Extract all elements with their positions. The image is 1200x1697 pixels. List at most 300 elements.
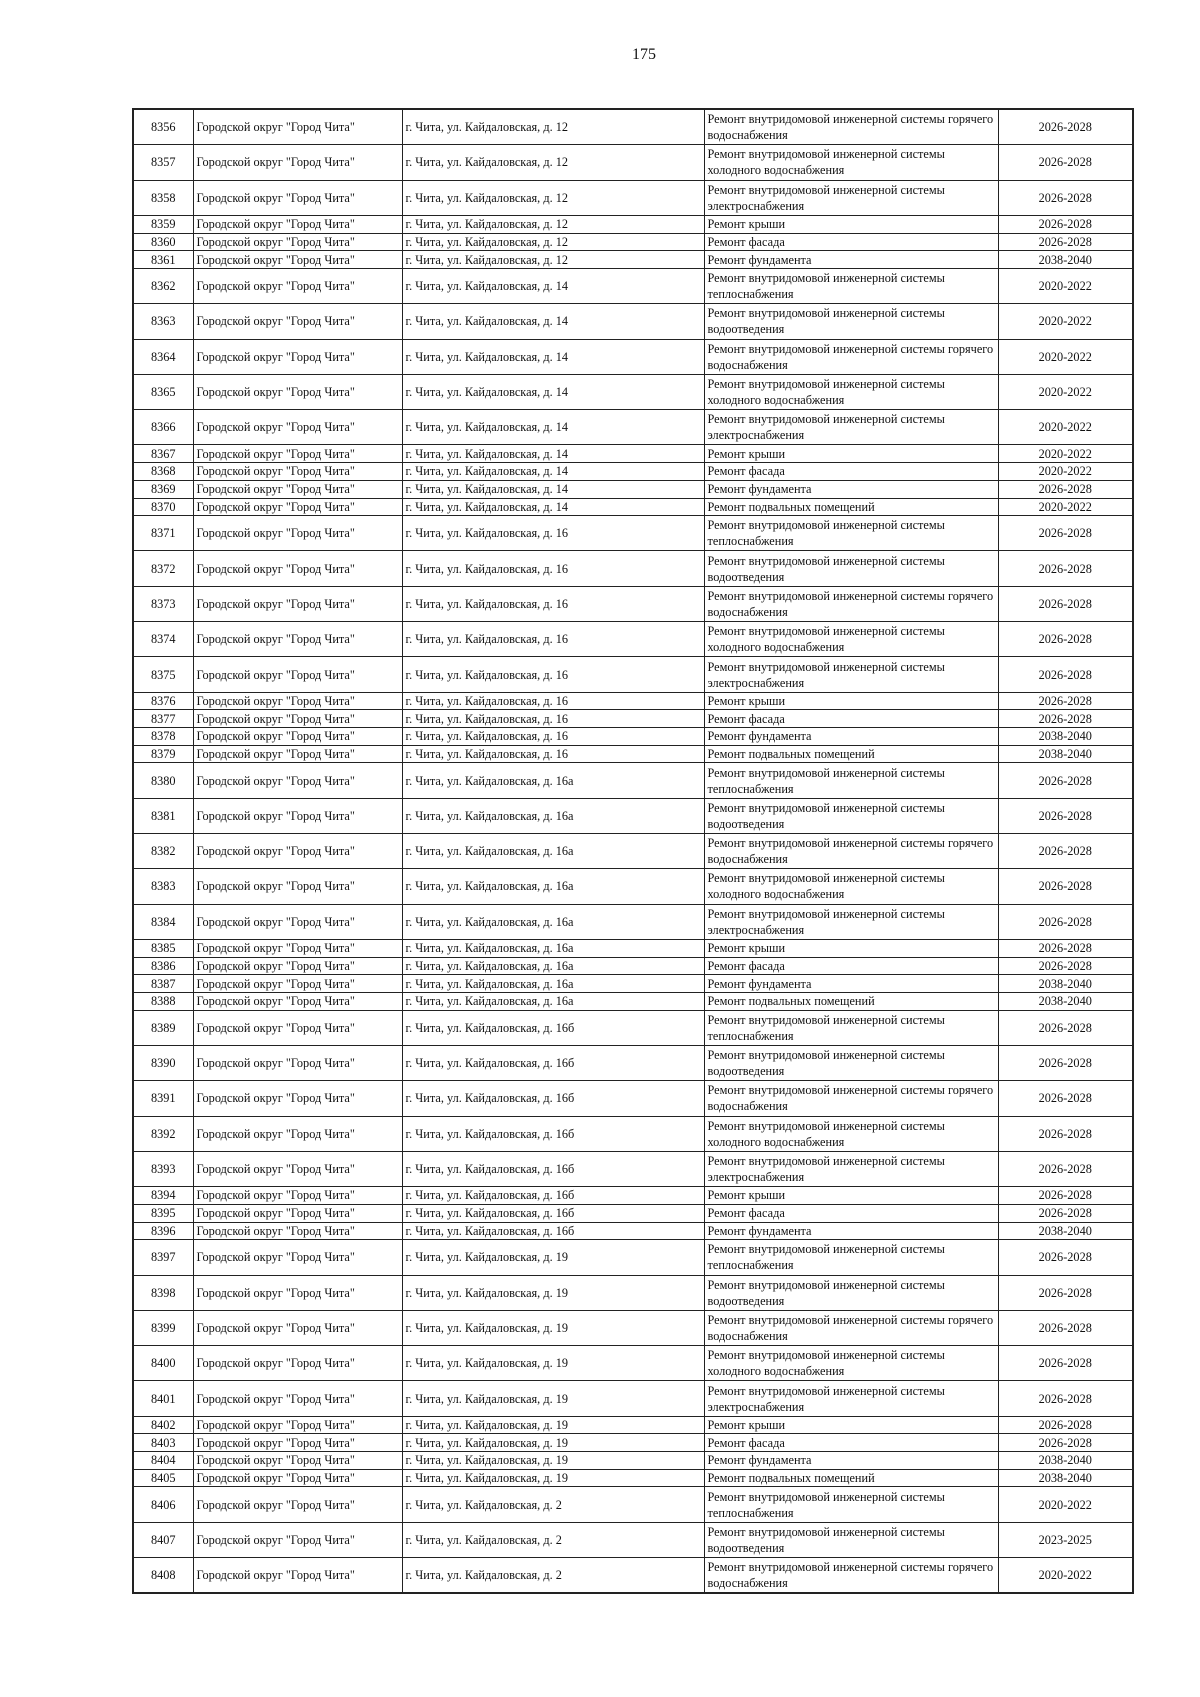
address-cell: г. Чита, ул. Кайдаловская, д. 12 bbox=[402, 109, 704, 145]
address-cell: г. Чита, ул. Кайдаловская, д. 16б bbox=[402, 1081, 704, 1116]
row-number-cell: 8383 bbox=[133, 869, 193, 904]
municipality-cell: Городской округ "Город Чита" bbox=[193, 1204, 402, 1222]
table-row bbox=[133, 975, 1133, 993]
municipality-cell: Городской округ "Город Чита" bbox=[193, 145, 402, 180]
address-cell: г. Чита, ул. Кайдаловская, д. 12 bbox=[402, 180, 704, 215]
address-cell: г. Чита, ул. Кайдаловская, д. 19 bbox=[402, 1452, 704, 1470]
row-number-cell: 8385 bbox=[133, 939, 193, 957]
row-number-cell: 8407 bbox=[133, 1522, 193, 1557]
row-number-cell: 8370 bbox=[133, 498, 193, 516]
period-cell: 2026-2028 bbox=[998, 904, 1133, 939]
address-cell: г. Чита, ул. Кайдаловская, д. 16б bbox=[402, 1116, 704, 1151]
municipality-cell: Городской округ "Город Чита" bbox=[193, 1010, 402, 1045]
address-cell: г. Чита, ул. Кайдаловская, д. 16 bbox=[402, 728, 704, 746]
period-cell: 2038-2040 bbox=[998, 1452, 1133, 1470]
table-row bbox=[133, 1187, 1133, 1205]
period-cell: 2026-2028 bbox=[998, 551, 1133, 586]
work-type-cell: Ремонт внутридомовой инженерной системы холодного водоснабжения bbox=[704, 869, 998, 904]
table-row bbox=[133, 498, 1133, 516]
work-type-cell: Ремонт внутридомовой инженерной системы холодного водоснабжения bbox=[704, 1346, 998, 1381]
work-type-cell: Ремонт фасада bbox=[704, 233, 998, 251]
table-row bbox=[133, 1558, 1133, 1594]
address-cell: г. Чита, ул. Кайдаловская, д. 12 bbox=[402, 251, 704, 269]
row-number-cell: 8361 bbox=[133, 251, 193, 269]
table-row bbox=[133, 1522, 1133, 1557]
table-row bbox=[133, 657, 1133, 692]
work-type-cell: Ремонт фундамента bbox=[704, 1222, 998, 1240]
period-cell: 2020-2022 bbox=[998, 410, 1133, 445]
work-type-cell: Ремонт внутридомовой инженерной системы теплоснабжения bbox=[704, 1010, 998, 1045]
work-type-cell: Ремонт внутридомовой инженерной системы теплоснабжения bbox=[704, 1487, 998, 1522]
work-type-cell: Ремонт внутридомовой инженерной системы теплоснабжения bbox=[704, 268, 998, 303]
municipality-cell: Городской округ "Город Чита" bbox=[193, 710, 402, 728]
table-row bbox=[133, 233, 1133, 251]
period-cell: 2026-2028 bbox=[998, 1151, 1133, 1186]
municipality-cell: Городской округ "Город Чита" bbox=[193, 834, 402, 869]
address-cell: г. Чита, ул. Кайдаловская, д. 19 bbox=[402, 1275, 704, 1310]
work-type-cell: Ремонт внутридомовой инженерной системы электроснабжения bbox=[704, 1381, 998, 1416]
row-number-cell: 8367 bbox=[133, 445, 193, 463]
table-row bbox=[133, 1275, 1133, 1310]
row-number-cell: 8406 bbox=[133, 1487, 193, 1522]
address-cell: г. Чита, ул. Кайдаловская, д. 16а bbox=[402, 798, 704, 833]
municipality-cell: Городской округ "Город Чита" bbox=[193, 975, 402, 993]
municipality-cell: Городской округ "Город Чита" bbox=[193, 498, 402, 516]
work-type-cell: Ремонт внутридомовой инженерной системы горячего водоснабжения bbox=[704, 834, 998, 869]
address-cell: г. Чита, ул. Кайдаловская, д. 16б bbox=[402, 1151, 704, 1186]
municipality-cell: Городской округ "Город Чита" bbox=[193, 463, 402, 481]
address-cell: г. Чита, ул. Кайдаловская, д. 19 bbox=[402, 1240, 704, 1275]
page-number: 175 bbox=[632, 46, 656, 63]
table-row bbox=[133, 939, 1133, 957]
period-cell: 2026-2028 bbox=[998, 763, 1133, 798]
address-cell: г. Чита, ул. Кайдаловская, д. 19 bbox=[402, 1416, 704, 1434]
row-number-cell: 8401 bbox=[133, 1381, 193, 1416]
table-row bbox=[133, 463, 1133, 481]
table-row bbox=[133, 180, 1133, 215]
table-row bbox=[133, 957, 1133, 975]
municipality-cell: Городской округ "Город Чита" bbox=[193, 1116, 402, 1151]
address-cell: г. Чита, ул. Кайдаловская, д. 2 bbox=[402, 1522, 704, 1557]
work-type-cell: Ремонт фундамента bbox=[704, 1452, 998, 1470]
municipality-cell: Городской округ "Город Чита" bbox=[193, 798, 402, 833]
table-row bbox=[133, 1081, 1133, 1116]
work-type-cell: Ремонт фасада bbox=[704, 957, 998, 975]
table-row bbox=[133, 622, 1133, 657]
period-cell: 2026-2028 bbox=[998, 1275, 1133, 1310]
work-type-cell: Ремонт крыши bbox=[704, 692, 998, 710]
table-row bbox=[133, 904, 1133, 939]
municipality-cell: Городской округ "Город Чита" bbox=[193, 1222, 402, 1240]
table-row bbox=[133, 798, 1133, 833]
table-row bbox=[133, 410, 1133, 445]
municipality-cell: Городской округ "Город Чита" bbox=[193, 869, 402, 904]
row-number-cell: 8376 bbox=[133, 692, 193, 710]
table-row bbox=[133, 268, 1133, 303]
work-type-cell: Ремонт внутридомовой инженерной системы горячего водоснабжения bbox=[704, 1081, 998, 1116]
row-number-cell: 8375 bbox=[133, 657, 193, 692]
work-type-cell: Ремонт внутридомовой инженерной системы холодного водоснабжения bbox=[704, 374, 998, 409]
period-cell: 2026-2028 bbox=[998, 1434, 1133, 1452]
row-number-cell: 8381 bbox=[133, 798, 193, 833]
municipality-cell: Городской округ "Город Чита" bbox=[193, 1381, 402, 1416]
row-number-cell: 8394 bbox=[133, 1187, 193, 1205]
table-row bbox=[133, 1434, 1133, 1452]
table-body bbox=[133, 109, 1133, 1593]
period-cell: 2020-2022 bbox=[998, 304, 1133, 339]
period-cell: 2026-2028 bbox=[998, 1010, 1133, 1045]
row-number-cell: 8369 bbox=[133, 480, 193, 498]
municipality-cell: Городской округ "Город Чита" bbox=[193, 251, 402, 269]
table-row bbox=[133, 586, 1133, 621]
table-row bbox=[133, 516, 1133, 551]
work-type-cell: Ремонт фундамента bbox=[704, 975, 998, 993]
address-cell: г. Чита, ул. Кайдаловская, д. 14 bbox=[402, 304, 704, 339]
period-cell: 2026-2028 bbox=[998, 834, 1133, 869]
work-type-cell: Ремонт фундамента bbox=[704, 728, 998, 746]
row-number-cell: 8368 bbox=[133, 463, 193, 481]
municipality-cell: Городской округ "Город Чита" bbox=[193, 745, 402, 763]
address-cell: г. Чита, ул. Кайдаловская, д. 16а bbox=[402, 992, 704, 1010]
period-cell: 2026-2028 bbox=[998, 710, 1133, 728]
municipality-cell: Городской округ "Город Чита" bbox=[193, 1151, 402, 1186]
address-cell: г. Чита, ул. Кайдаловская, д. 16а bbox=[402, 834, 704, 869]
municipality-cell: Городской округ "Город Чита" bbox=[193, 410, 402, 445]
table-row bbox=[133, 1010, 1133, 1045]
address-cell: г. Чита, ул. Кайдаловская, д. 16 bbox=[402, 692, 704, 710]
municipality-cell: Городской округ "Город Чита" bbox=[193, 1416, 402, 1434]
address-cell: г. Чита, ул. Кайдаловская, д. 16 bbox=[402, 710, 704, 728]
municipality-cell: Городской округ "Город Чита" bbox=[193, 957, 402, 975]
municipality-cell: Городской округ "Город Чита" bbox=[193, 304, 402, 339]
address-cell: г. Чита, ул. Кайдаловская, д. 19 bbox=[402, 1310, 704, 1345]
address-cell: г. Чита, ул. Кайдаловская, д. 2 bbox=[402, 1558, 704, 1594]
municipality-cell: Городской округ "Город Чита" bbox=[193, 1187, 402, 1205]
period-cell: 2026-2028 bbox=[998, 1381, 1133, 1416]
table-row bbox=[133, 1452, 1133, 1470]
work-type-cell: Ремонт крыши bbox=[704, 215, 998, 233]
municipality-cell: Городской округ "Город Чита" bbox=[193, 622, 402, 657]
period-cell: 2026-2028 bbox=[998, 480, 1133, 498]
table-row bbox=[133, 1151, 1133, 1186]
municipality-cell: Городской округ "Город Чита" bbox=[193, 551, 402, 586]
period-cell: 2026-2028 bbox=[998, 180, 1133, 215]
address-cell: г. Чита, ул. Кайдаловская, д. 14 bbox=[402, 445, 704, 463]
municipality-cell: Городской округ "Город Чита" bbox=[193, 109, 402, 145]
address-cell: г. Чита, ул. Кайдаловская, д. 16а bbox=[402, 869, 704, 904]
work-type-cell: Ремонт внутридомовой инженерной системы теплоснабжения bbox=[704, 763, 998, 798]
work-type-cell: Ремонт внутридомовой инженерной системы горячего водоснабжения bbox=[704, 586, 998, 621]
municipality-cell: Городской округ "Город Чита" bbox=[193, 180, 402, 215]
municipality-cell: Городской округ "Город Чита" bbox=[193, 1045, 402, 1080]
municipality-cell: Городской округ "Город Чита" bbox=[193, 1275, 402, 1310]
table-row bbox=[133, 109, 1133, 145]
work-type-cell: Ремонт внутридомовой инженерной системы электроснабжения bbox=[704, 657, 998, 692]
work-type-cell: Ремонт внутридомовой инженерной системы холодного водоснабжения bbox=[704, 1116, 998, 1151]
work-type-cell: Ремонт фасада bbox=[704, 710, 998, 728]
row-number-cell: 8357 bbox=[133, 145, 193, 180]
period-cell: 2026-2028 bbox=[998, 692, 1133, 710]
municipality-cell: Городской округ "Город Чита" bbox=[193, 374, 402, 409]
table-row bbox=[133, 480, 1133, 498]
work-type-cell: Ремонт подвальных помещений bbox=[704, 745, 998, 763]
row-number-cell: 8360 bbox=[133, 233, 193, 251]
table-row bbox=[133, 869, 1133, 904]
table-row bbox=[133, 251, 1133, 269]
work-type-cell: Ремонт внутридомовой инженерной системы горячего водоснабжения bbox=[704, 1310, 998, 1345]
address-cell: г. Чита, ул. Кайдаловская, д. 2 bbox=[402, 1487, 704, 1522]
period-cell: 2026-2028 bbox=[998, 798, 1133, 833]
row-number-cell: 8384 bbox=[133, 904, 193, 939]
row-number-cell: 8395 bbox=[133, 1204, 193, 1222]
table-row bbox=[133, 1346, 1133, 1381]
address-cell: г. Чита, ул. Кайдаловская, д. 16 bbox=[402, 622, 704, 657]
work-type-cell: Ремонт внутридомовой инженерной системы горячего водоснабжения bbox=[704, 109, 998, 145]
address-cell: г. Чита, ул. Кайдаловская, д. 19 bbox=[402, 1434, 704, 1452]
work-type-cell: Ремонт внутридомовой инженерной системы теплоснабжения bbox=[704, 516, 998, 551]
work-type-cell: Ремонт внутридомовой инженерной системы водоотведения bbox=[704, 304, 998, 339]
work-type-cell: Ремонт фасада bbox=[704, 463, 998, 481]
work-type-cell: Ремонт крыши bbox=[704, 1416, 998, 1434]
period-cell: 2026-2028 bbox=[998, 957, 1133, 975]
row-number-cell: 8393 bbox=[133, 1151, 193, 1186]
row-number-cell: 8387 bbox=[133, 975, 193, 993]
work-type-cell: Ремонт крыши bbox=[704, 445, 998, 463]
work-type-cell: Ремонт внутридомовой инженерной системы горячего водоснабжения bbox=[704, 1558, 998, 1594]
municipality-cell: Городской округ "Город Чита" bbox=[193, 215, 402, 233]
municipality-cell: Городской округ "Город Чита" bbox=[193, 657, 402, 692]
work-type-cell: Ремонт крыши bbox=[704, 939, 998, 957]
row-number-cell: 8402 bbox=[133, 1416, 193, 1434]
table-row bbox=[133, 374, 1133, 409]
work-type-cell: Ремонт внутридомовой инженерной системы электроснабжения bbox=[704, 410, 998, 445]
work-type-cell: Ремонт фундамента bbox=[704, 251, 998, 269]
address-cell: г. Чита, ул. Кайдаловская, д. 14 bbox=[402, 480, 704, 498]
row-number-cell: 8396 bbox=[133, 1222, 193, 1240]
address-cell: г. Чита, ул. Кайдаловская, д. 14 bbox=[402, 463, 704, 481]
period-cell: 2026-2028 bbox=[998, 1187, 1133, 1205]
period-cell: 2038-2040 bbox=[998, 1469, 1133, 1487]
municipality-cell: Городской округ "Город Чита" bbox=[193, 939, 402, 957]
row-number-cell: 8378 bbox=[133, 728, 193, 746]
work-type-cell: Ремонт внутридомовой инженерной системы водоотведения bbox=[704, 551, 998, 586]
period-cell: 2020-2022 bbox=[998, 339, 1133, 374]
period-cell: 2026-2028 bbox=[998, 586, 1133, 621]
row-number-cell: 8366 bbox=[133, 410, 193, 445]
work-type-cell: Ремонт подвальных помещений bbox=[704, 498, 998, 516]
row-number-cell: 8391 bbox=[133, 1081, 193, 1116]
period-cell: 2026-2028 bbox=[998, 939, 1133, 957]
table-row bbox=[133, 834, 1133, 869]
address-cell: г. Чита, ул. Кайдаловская, д. 16 bbox=[402, 516, 704, 551]
period-cell: 2026-2028 bbox=[998, 1346, 1133, 1381]
row-number-cell: 8389 bbox=[133, 1010, 193, 1045]
municipality-cell: Городской округ "Город Чита" bbox=[193, 268, 402, 303]
work-type-cell: Ремонт внутридомовой инженерной системы водоотведения bbox=[704, 1275, 998, 1310]
address-cell: г. Чита, ул. Кайдаловская, д. 16 bbox=[402, 586, 704, 621]
address-cell: г. Чита, ул. Кайдаловская, д. 16а bbox=[402, 957, 704, 975]
row-number-cell: 8390 bbox=[133, 1045, 193, 1080]
work-type-cell: Ремонт внутридомовой инженерной системы электроснабжения bbox=[704, 904, 998, 939]
work-type-cell: Ремонт внутридомовой инженерной системы водоотведения bbox=[704, 798, 998, 833]
row-number-cell: 8364 bbox=[133, 339, 193, 374]
period-cell: 2026-2028 bbox=[998, 145, 1133, 180]
row-number-cell: 8358 bbox=[133, 180, 193, 215]
period-cell: 2020-2022 bbox=[998, 268, 1133, 303]
municipality-cell: Городской округ "Город Чита" bbox=[193, 233, 402, 251]
period-cell: 2020-2022 bbox=[998, 445, 1133, 463]
row-number-cell: 8404 bbox=[133, 1452, 193, 1470]
table-row bbox=[133, 1416, 1133, 1434]
row-number-cell: 8400 bbox=[133, 1346, 193, 1381]
address-cell: г. Чита, ул. Кайдаловская, д. 16б bbox=[402, 1204, 704, 1222]
municipality-cell: Городской округ "Город Чита" bbox=[193, 904, 402, 939]
address-cell: г. Чита, ул. Кайдаловская, д. 16б bbox=[402, 1010, 704, 1045]
address-cell: г. Чита, ул. Кайдаловская, д. 16а bbox=[402, 975, 704, 993]
table-row bbox=[133, 1310, 1133, 1345]
row-number-cell: 8405 bbox=[133, 1469, 193, 1487]
table-row bbox=[133, 304, 1133, 339]
period-cell: 2026-2028 bbox=[998, 215, 1133, 233]
period-cell: 2026-2028 bbox=[998, 1204, 1133, 1222]
period-cell: 2020-2022 bbox=[998, 463, 1133, 481]
period-cell: 2026-2028 bbox=[998, 1310, 1133, 1345]
table-row bbox=[133, 710, 1133, 728]
row-number-cell: 8403 bbox=[133, 1434, 193, 1452]
address-cell: г. Чита, ул. Кайдаловская, д. 19 bbox=[402, 1346, 704, 1381]
address-cell: г. Чита, ул. Кайдаловская, д. 14 bbox=[402, 339, 704, 374]
period-cell: 2026-2028 bbox=[998, 1081, 1133, 1116]
period-cell: 2026-2028 bbox=[998, 622, 1133, 657]
work-type-cell: Ремонт фундамента bbox=[704, 480, 998, 498]
municipality-cell: Городской округ "Город Чита" bbox=[193, 1434, 402, 1452]
work-type-cell: Ремонт внутридомовой инженерной системы холодного водоснабжения bbox=[704, 622, 998, 657]
municipality-cell: Городской округ "Город Чита" bbox=[193, 339, 402, 374]
municipality-cell: Городской округ "Город Чита" bbox=[193, 1081, 402, 1116]
work-type-cell: Ремонт фасада bbox=[704, 1204, 998, 1222]
address-cell: г. Чита, ул. Кайдаловская, д. 16б bbox=[402, 1222, 704, 1240]
table-row bbox=[133, 339, 1133, 374]
row-number-cell: 8408 bbox=[133, 1558, 193, 1594]
address-cell: г. Чита, ул. Кайдаловская, д. 19 bbox=[402, 1381, 704, 1416]
address-cell: г. Чита, ул. Кайдаловская, д. 16 bbox=[402, 657, 704, 692]
period-cell: 2020-2022 bbox=[998, 1487, 1133, 1522]
row-number-cell: 8359 bbox=[133, 215, 193, 233]
period-cell: 2020-2022 bbox=[998, 1558, 1133, 1594]
period-cell: 2026-2028 bbox=[998, 1045, 1133, 1080]
municipality-cell: Городской округ "Город Чита" bbox=[193, 992, 402, 1010]
municipality-cell: Городской округ "Город Чита" bbox=[193, 1346, 402, 1381]
municipality-cell: Городской округ "Город Чита" bbox=[193, 1452, 402, 1470]
table-row bbox=[133, 745, 1133, 763]
repair-schedule-table bbox=[132, 108, 1134, 1594]
row-number-cell: 8382 bbox=[133, 834, 193, 869]
table-row bbox=[133, 1381, 1133, 1416]
period-cell: 2026-2028 bbox=[998, 657, 1133, 692]
row-number-cell: 8388 bbox=[133, 992, 193, 1010]
period-cell: 2026-2028 bbox=[998, 1240, 1133, 1275]
work-type-cell: Ремонт внутридомовой инженерной системы электроснабжения bbox=[704, 1151, 998, 1186]
address-cell: г. Чита, ул. Кайдаловская, д. 16б bbox=[402, 1187, 704, 1205]
period-cell: 2023-2025 bbox=[998, 1522, 1133, 1557]
row-number-cell: 8397 bbox=[133, 1240, 193, 1275]
address-cell: г. Чита, ул. Кайдаловская, д. 14 bbox=[402, 374, 704, 409]
address-cell: г. Чита, ул. Кайдаловская, д. 14 bbox=[402, 268, 704, 303]
period-cell: 2038-2040 bbox=[998, 975, 1133, 993]
table-row bbox=[133, 992, 1133, 1010]
address-cell: г. Чита, ул. Кайдаловская, д. 12 bbox=[402, 233, 704, 251]
row-number-cell: 8365 bbox=[133, 374, 193, 409]
table-row bbox=[133, 692, 1133, 710]
address-cell: г. Чита, ул. Кайдаловская, д. 16а bbox=[402, 904, 704, 939]
work-type-cell: Ремонт внутридомовой инженерной системы холодного водоснабжения bbox=[704, 145, 998, 180]
row-number-cell: 8373 bbox=[133, 586, 193, 621]
work-type-cell: Ремонт подвальных помещений bbox=[704, 1469, 998, 1487]
municipality-cell: Городской округ "Город Чита" bbox=[193, 1487, 402, 1522]
work-type-cell: Ремонт внутридомовой инженерной системы водоотведения bbox=[704, 1045, 998, 1080]
address-cell: г. Чита, ул. Кайдаловская, д. 16а bbox=[402, 939, 704, 957]
row-number-cell: 8372 bbox=[133, 551, 193, 586]
row-number-cell: 8380 bbox=[133, 763, 193, 798]
period-cell: 2038-2040 bbox=[998, 251, 1133, 269]
address-cell: г. Чита, ул. Кайдаловская, д. 14 bbox=[402, 410, 704, 445]
table-row bbox=[133, 728, 1133, 746]
municipality-cell: Городской округ "Город Чита" bbox=[193, 763, 402, 798]
row-number-cell: 8379 bbox=[133, 745, 193, 763]
work-type-cell: Ремонт внутридомовой инженерной системы водоотведения bbox=[704, 1522, 998, 1557]
municipality-cell: Городской округ "Город Чита" bbox=[193, 1240, 402, 1275]
row-number-cell: 8399 bbox=[133, 1310, 193, 1345]
address-cell: г. Чита, ул. Кайдаловская, д. 12 bbox=[402, 215, 704, 233]
address-cell: г. Чита, ул. Кайдаловская, д. 12 bbox=[402, 145, 704, 180]
period-cell: 2038-2040 bbox=[998, 745, 1133, 763]
address-cell: г. Чита, ул. Кайдаловская, д. 16 bbox=[402, 551, 704, 586]
period-cell: 2038-2040 bbox=[998, 728, 1133, 746]
row-number-cell: 8386 bbox=[133, 957, 193, 975]
period-cell: 2026-2028 bbox=[998, 233, 1133, 251]
period-cell: 2026-2028 bbox=[998, 869, 1133, 904]
municipality-cell: Городской округ "Город Чита" bbox=[193, 516, 402, 551]
municipality-cell: Городской округ "Город Чита" bbox=[193, 586, 402, 621]
address-cell: г. Чита, ул. Кайдаловская, д. 19 bbox=[402, 1469, 704, 1487]
municipality-cell: Городской округ "Город Чита" bbox=[193, 692, 402, 710]
address-cell: г. Чита, ул. Кайдаловская, д. 16 bbox=[402, 745, 704, 763]
row-number-cell: 8377 bbox=[133, 710, 193, 728]
address-cell: г. Чита, ул. Кайдаловская, д. 16а bbox=[402, 763, 704, 798]
municipality-cell: Городской округ "Город Чита" bbox=[193, 445, 402, 463]
municipality-cell: Городской округ "Город Чита" bbox=[193, 480, 402, 498]
period-cell: 2026-2028 bbox=[998, 1116, 1133, 1151]
row-number-cell: 8371 bbox=[133, 516, 193, 551]
municipality-cell: Городской округ "Город Чита" bbox=[193, 1522, 402, 1557]
period-cell: 2038-2040 bbox=[998, 992, 1133, 1010]
work-type-cell: Ремонт фасада bbox=[704, 1434, 998, 1452]
table-row bbox=[133, 1240, 1133, 1275]
period-cell: 2026-2028 bbox=[998, 1416, 1133, 1434]
work-type-cell: Ремонт внутридомовой инженерной системы электроснабжения bbox=[704, 180, 998, 215]
table-row bbox=[133, 1204, 1133, 1222]
period-cell: 2038-2040 bbox=[998, 1222, 1133, 1240]
row-number-cell: 8356 bbox=[133, 109, 193, 145]
row-number-cell: 8363 bbox=[133, 304, 193, 339]
table-row bbox=[133, 1116, 1133, 1151]
municipality-cell: Городской округ "Город Чита" bbox=[193, 1558, 402, 1594]
municipality-cell: Городской округ "Город Чита" bbox=[193, 728, 402, 746]
table-row bbox=[133, 1222, 1133, 1240]
table-row bbox=[133, 145, 1133, 180]
table-row bbox=[133, 215, 1133, 233]
row-number-cell: 8398 bbox=[133, 1275, 193, 1310]
